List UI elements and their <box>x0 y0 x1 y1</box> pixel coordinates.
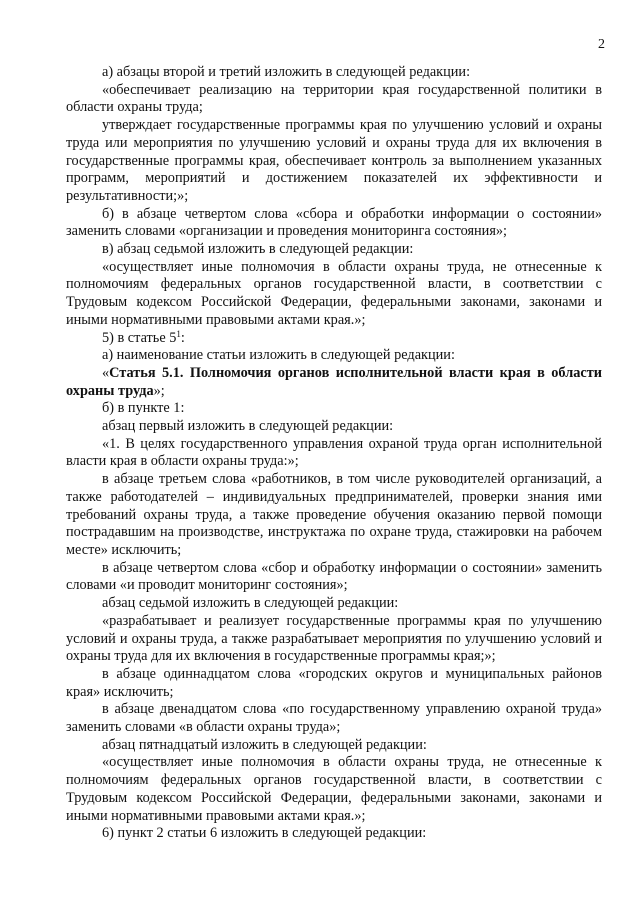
article-title: Статья 5.1. Полномочия органов исполнительной власти края в области охраны труда <box>66 364 602 399</box>
paragraph: б) в пункте 1: <box>102 400 185 417</box>
paragraph: в) абзац седьмой изложить в следующей редакции: <box>102 241 414 258</box>
paragraph: а) абзацы второй и третий изложить в следующей редакции: <box>102 64 471 80</box>
paragraph: «осуществляет иные полномочия в области охраны труда, не отнесенные к полномочиям федеральных органов государственной власти, в соответствии с Трудовым кодексом Российской Федерации, федеральными законами, законами и иными нормативными правовыми актами края.»; <box>66 258 602 328</box>
paragraph: абзац седьмой изложить в следующей редакции: <box>102 595 399 612</box>
quote-open: « <box>102 364 110 381</box>
paragraph: «обеспечивает реализацию на территории края государственной политики в области охраны труда; <box>66 81 602 116</box>
paragraph <box>66 365 602 400</box>
paragraph: в абзаце двенадцатом слова «по государственному управлению охраной труда» заменить словами «в области охраны труда»; <box>66 701 602 736</box>
paragraph <box>66 330 602 348</box>
paragraph: б) в абзаце четвертом слова «сбора и обработки информации о состоянии» заменить словами «организации и проведения мониторинга состояния»; <box>66 205 602 240</box>
paragraph: «1. В целях государственного управления охраной труда орган исполнительной власти края в области охраны труда:»; <box>66 435 602 470</box>
superscript: 1 <box>176 328 181 339</box>
paragraph: 6) пункт 2 статьи 6 изложить в следующей редакции: <box>102 825 427 842</box>
paragraph: «осуществляет иные полномочия в области охраны труда, не отнесенные к полномочиям федеральных органов государственной власти, в соответствии с Трудовым кодексом Российской Федерации, федеральными законами, законами и иными нормативными правовыми актами края.»; <box>66 754 602 824</box>
paragraph: «разрабатывает и реализует государственные программы края по улучшению условий и охраны труда, а также разрабатывает мероприятия по улучшению условий и охраны труда для их включения в государственные программы края;»; <box>66 612 602 665</box>
document-body <box>66 64 602 843</box>
paragraph: утверждает государственные программы края по улучшению условий и охраны труда или мероприятия по улучшению условий и охраны труда для их включения в государственные программы края, обеспечивает контроль за выполнением указанных программ, мероприятий и достижением показателей их эффективности и результативности;»; <box>66 117 602 204</box>
paragraph: в абзаце третьем слова «работников, в том числе руководителей организаций, а также работодателей – индивидуальных предпринимателей, проверки знания ими требований охраны труда, а также проведение обучения оказанию первой помощи пострадавшим на производстве, инструктажа по охране труда, стажировки на рабочем месте» исключить; <box>66 471 602 558</box>
paragraph: в абзаце четвертом слова «сбор и обработку информации о состоянии» заменить словами «и проводит мониторинг состояния»; <box>66 559 602 594</box>
paragraph-tail: : <box>180 329 185 346</box>
paragraph: а) наименование статьи изложить в следующей редакции: <box>102 347 455 364</box>
paragraph: абзац первый изложить в следующей редакции: <box>102 418 394 435</box>
paragraph: абзац пятнадцатый изложить в следующей редакции: <box>102 736 427 753</box>
quote-close: »; <box>153 382 165 399</box>
page-number: 2 <box>598 37 605 52</box>
paragraph: в абзаце одиннадцатом слова «городских округов и муниципальных районов края» исключить; <box>66 665 602 700</box>
paragraph-text: 5) в статье 5 <box>102 329 177 346</box>
